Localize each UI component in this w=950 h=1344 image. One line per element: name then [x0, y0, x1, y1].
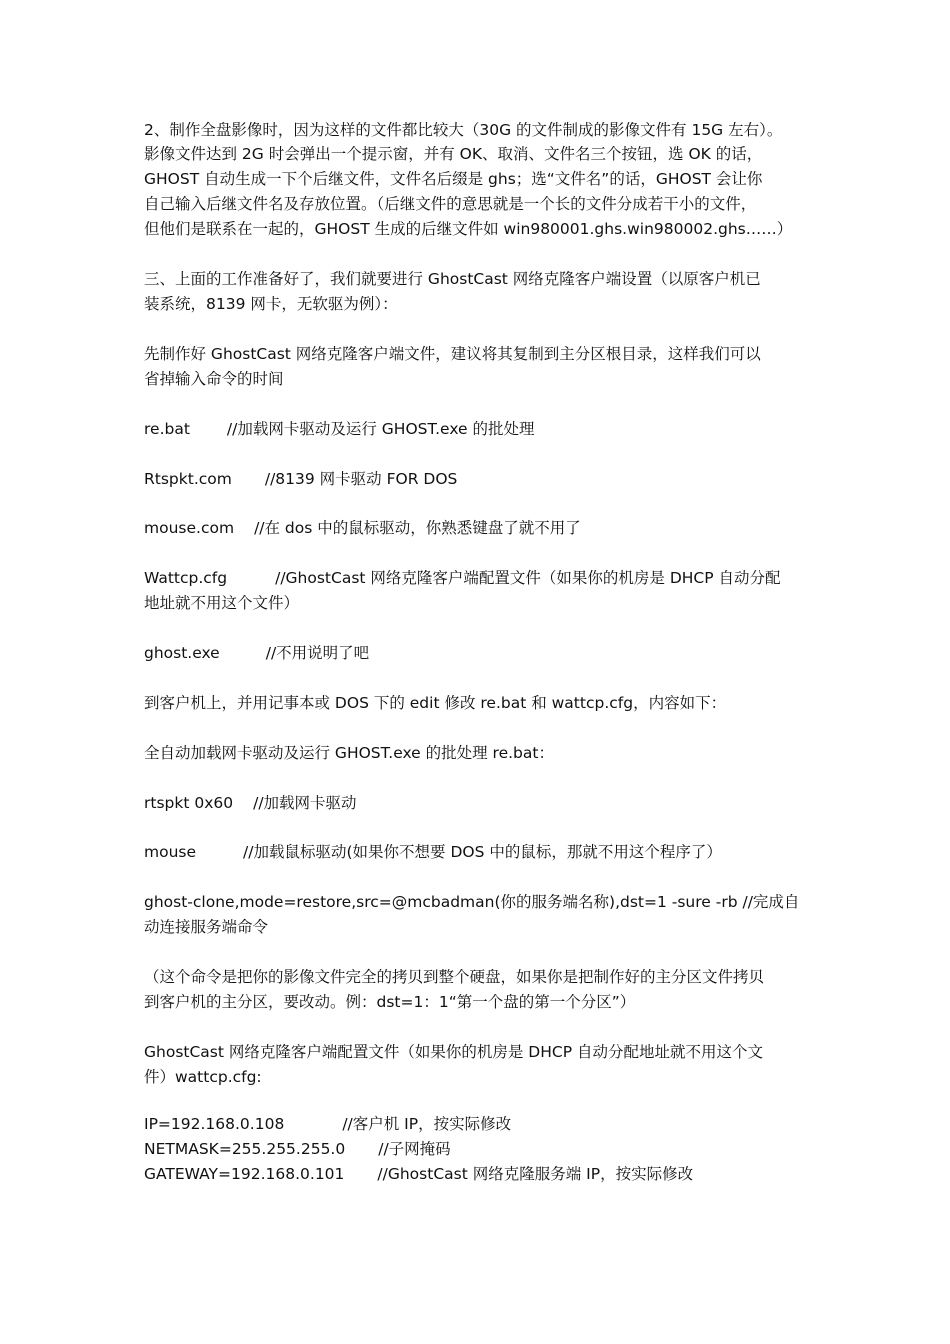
cfg-ip — [144, 1112, 511, 1136]
para1-line3: GHOST 自动生成一下个后继文件，文件名后缀是 ghs；选“文件名”的话，GHOST 会让你 — [144, 170, 763, 188]
cmd-mouse — [144, 840, 722, 864]
file-row-mouse — [144, 516, 581, 540]
para1-line4: 自己输入后继文件名及存放位置。（后继文件的意思就是一个长的文件分成若干小的文件， — [144, 195, 757, 213]
para1-line1: 2、制作全盘影像时，因为这样的文件都比较大（30G 的文件制成的影像文件有 15G 左右）。 — [144, 121, 783, 139]
para4: 到客户机上，并用记事本或 DOS 下的 edit 修改 re.bat 和 wattcp.cfg，内容如下： — [144, 694, 727, 712]
file-row-ghost — [144, 641, 369, 665]
cmd-comment: //加载网卡驱动 — [253, 794, 357, 812]
file-name: ghost.exe — [144, 644, 220, 662]
para7-line1: GhostCast 网络克隆客户端配置文件（如果你的机房是 DHCP 自动分配地址就不用这个文 — [144, 1043, 763, 1061]
cfg-netmask — [144, 1137, 451, 1161]
cmd-ghost-line1: ghost-clone,mode=restore,src=@mcbadman(你的服务端名称),dst=1 -sure -rb //完成自 — [144, 893, 800, 911]
cmd-rtspkt — [144, 791, 357, 815]
file-row-wattcp — [144, 566, 781, 590]
cmd-text: rtspkt 0x60 — [144, 794, 234, 812]
cmd-comment: //加载鼠标驱动(如果你不想要 DOS 中的鼠标，那就不用这个程序了） — [243, 843, 722, 861]
file-comment: //在 dos 中的鼠标驱动，你熟悉键盘了就不用了 — [254, 519, 581, 537]
cfg-key: NETMASK=255.255.255.0 — [144, 1140, 346, 1158]
para3-line2: 省掉输入命令的时间 — [144, 370, 284, 388]
para6-line1: （这个命令是把你的影像文件完全的拷贝到整个硬盘，如果你是把制作好的主分区文件拷贝 — [144, 968, 765, 986]
cfg-key: IP=192.168.0.108 — [144, 1115, 285, 1133]
file-row-rebat — [144, 417, 534, 441]
para6-line2: 到客户机的主分区，要改动。例：dst=1：1“第一个盘的第一个分区”） — [144, 993, 636, 1011]
file-name: mouse.com — [144, 519, 235, 537]
para7-line2: 件）wattcp.cfg: — [144, 1068, 262, 1086]
file-name: re.bat — [144, 420, 190, 438]
para3-line1: 先制作好 GhostCast 网络克隆客户端文件，建议将其复制到主分区根目录，这样我们可以 — [144, 345, 761, 363]
file-row-rtspkt — [144, 467, 457, 491]
cfg-key: GATEWAY=192.168.0.101 — [144, 1165, 345, 1183]
para1-line2: 影像文件达到 2G 时会弹出一个提示窗，并有 OK、取消、文件名三个按钮，选 OK 的话， — [144, 145, 763, 163]
file-row-wattcp-cont: 地址就不用这个文件） — [144, 594, 300, 612]
para2-line1: 三、上面的工作准备好了，我们就要进行 GhostCast 网络克隆客户端设置（以原客户机已 — [144, 270, 761, 288]
para2-line2: 装系统，8139 网卡，无软驱为例）： — [144, 295, 398, 313]
cmd-ghost-line2: 动连接服务端命令 — [144, 918, 269, 936]
cfg-comment: //客户机 IP，按实际修改 — [342, 1115, 512, 1133]
cmd-text: mouse — [144, 843, 197, 861]
file-comment: //8139 网卡驱动 FOR DOS — [264, 470, 458, 488]
para5: 全自动加载网卡驱动及运行 GHOST.exe 的批处理 re.bat： — [144, 744, 554, 762]
para1-line5: 但他们是联系在一起的，GHOST 生成的后继文件如 win980001.ghs.win980002.ghs……） — [144, 220, 793, 238]
file-comment: //不用说明了吧 — [265, 644, 370, 662]
file-comment: //GhostCast 网络克隆客户端配置文件（如果你的机房是 DHCP 自动分配 — [275, 569, 781, 587]
file-comment: //加载网卡驱动及运行 GHOST.exe 的批处理 — [226, 420, 535, 438]
cfg-gateway — [144, 1162, 693, 1186]
cfg-comment: //GhostCast 网络克隆服务端 IP，按实际修改 — [377, 1165, 694, 1183]
file-name: Rtspkt.com — [144, 470, 232, 488]
file-name: Wattcp.cfg — [144, 569, 228, 587]
cfg-comment: //子网掩码 — [378, 1140, 451, 1158]
